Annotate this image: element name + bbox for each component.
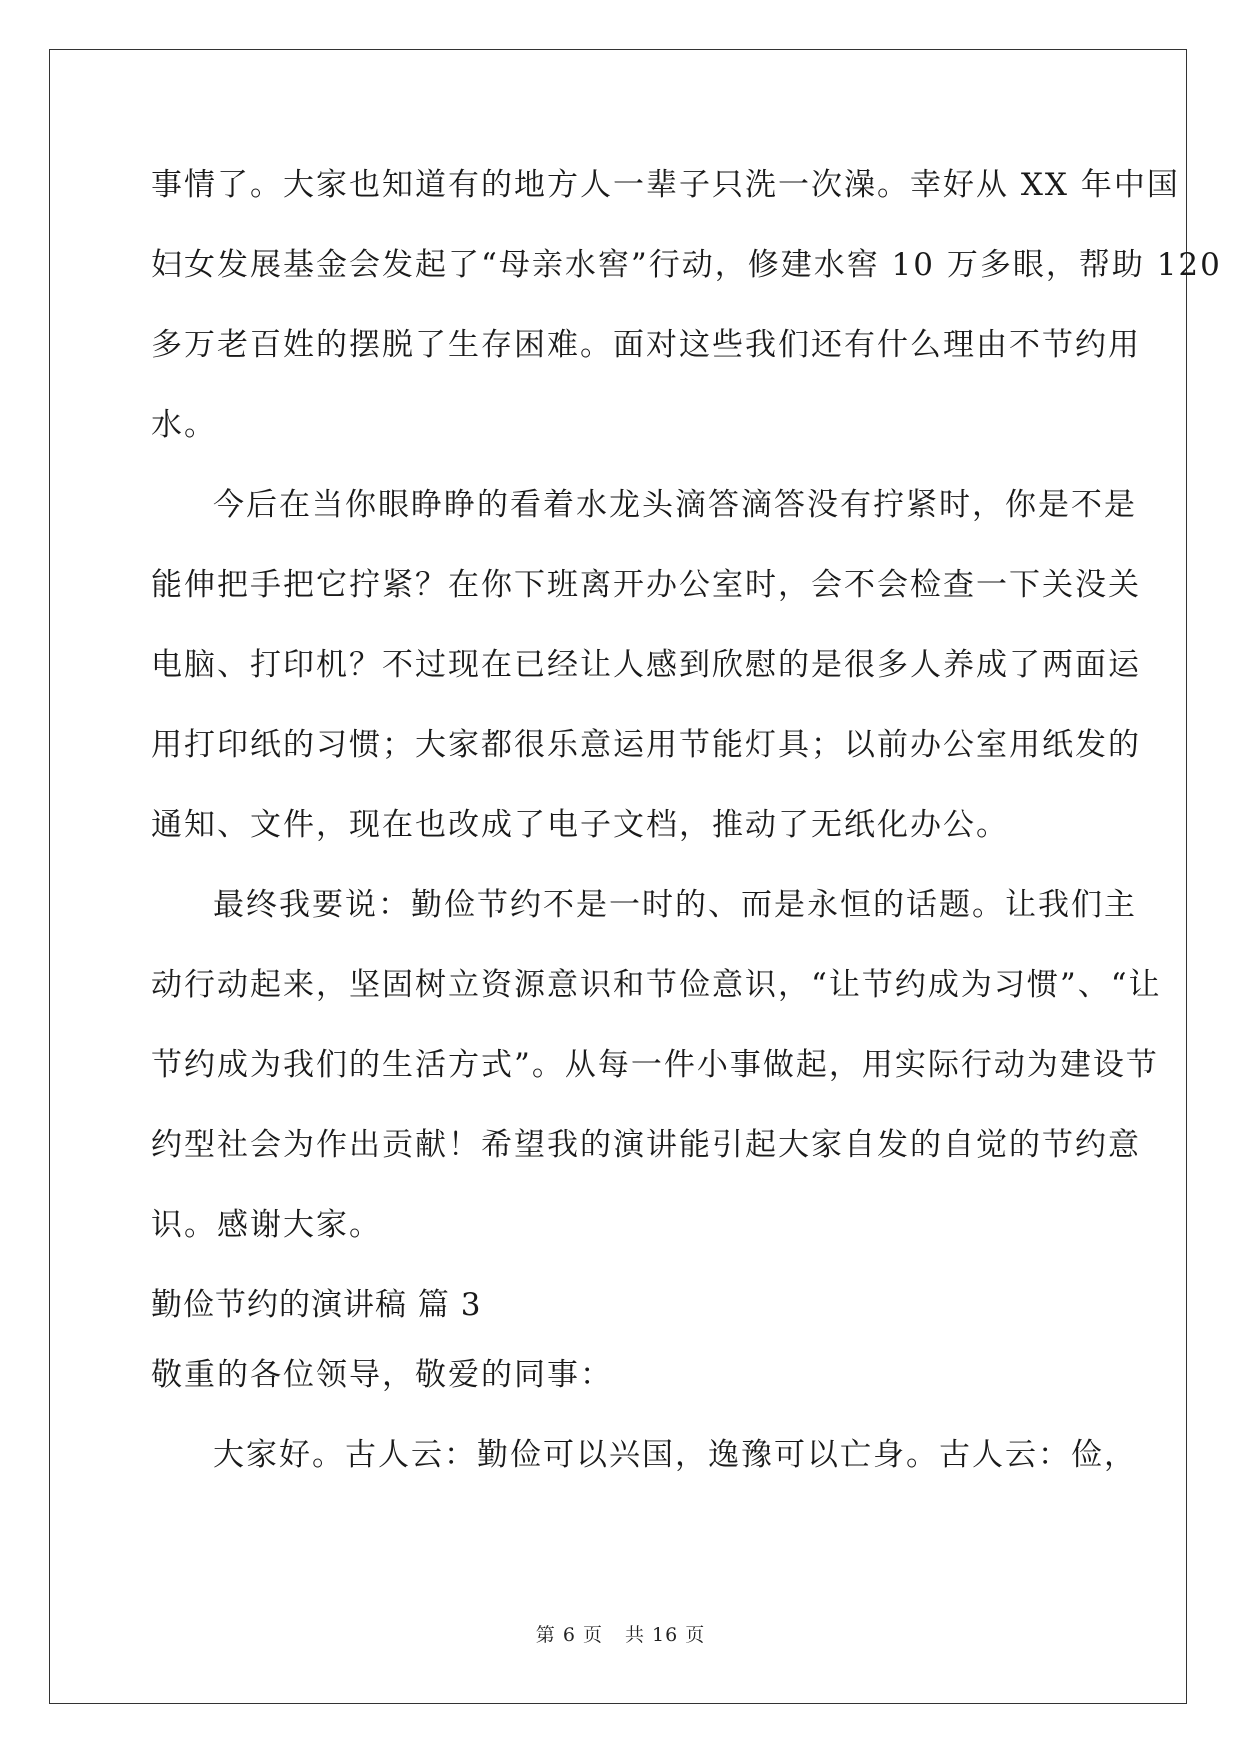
text-line: 妇女发展基金会发起了“母亲水窖”行动，修建水窖 10 万多眼，帮助 120 <box>151 247 1222 283</box>
paragraph-start-line: 最终我要说：勤俭节约不是一时的、而是永恒的话题。让我们主 <box>213 887 1137 923</box>
page-number: 第 6 页 <box>535 1624 603 1646</box>
text-line: 约型社会为作出贡献！希望我的演讲能引起大家自发的自觉的节约意 <box>151 1127 1141 1163</box>
text-line: 用打印纸的习惯；大家都很乐意运用节能灯具；以前办公室用纸发的 <box>151 727 1141 763</box>
text-line: 节约成为我们的生活方式”。从每一件小事做起，用实际行动为建设节 <box>151 1047 1159 1083</box>
text-line: 识。感谢大家。 <box>151 1207 382 1243</box>
paragraph-start-line: 今后在当你眼睁睁的看着水龙头滴答滴答没有拧紧时，你是不是 <box>213 487 1137 523</box>
salutation-line: 敬重的各位领导，敬爱的同事： <box>151 1357 613 1393</box>
document-body <box>151 155 1222 1505</box>
text-line: 通知、文件，现在也改成了电子文档，推动了无纸化办公。 <box>151 807 1009 843</box>
text-line: 多万老百姓的摆脱了生存困难。面对这些我们还有什么理由不节约用 <box>151 327 1141 363</box>
text-line: 电脑、打印机？不过现在已经让人感到欣慰的是很多人养成了两面运 <box>151 647 1141 683</box>
page-footer <box>0 1620 1241 1647</box>
page-total: 共 16 页 <box>624 1624 706 1646</box>
paragraph-start-line: 大家好。古人云：勤俭可以兴国，逸豫可以亡身。古人云：俭， <box>213 1437 1137 1473</box>
text-line: 能伸把手把它拧紧？在你下班离开办公室时，会不会检查一下关没关 <box>151 567 1141 603</box>
text-line: 动行动起来，坚固树立资源意识和节俭意识，“让节约成为习惯”、“让 <box>151 967 1162 1003</box>
text-line: 事情了。大家也知道有的地方人一辈子只洗一次澡。幸好从 XX 年中国 <box>151 167 1180 203</box>
text-line: 水。 <box>151 407 217 443</box>
section-heading: 勤俭节约的演讲稿 篇 3 <box>151 1287 482 1323</box>
